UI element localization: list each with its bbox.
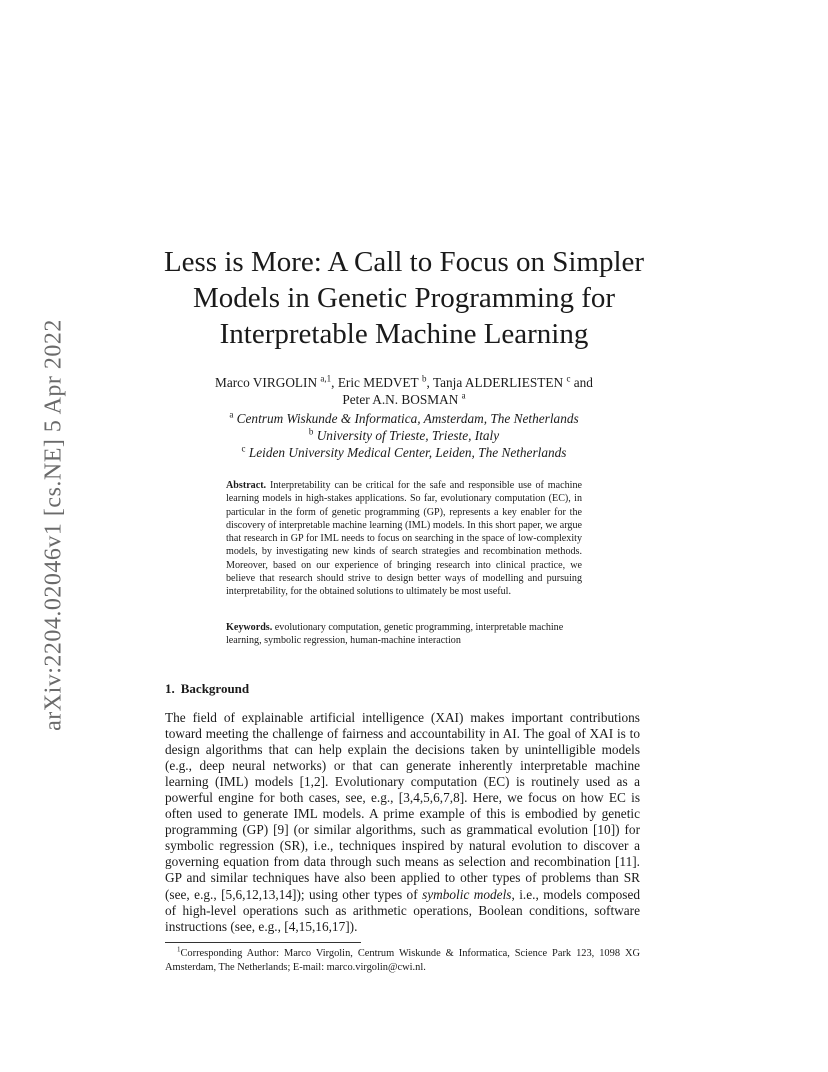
author-name: Peter A.N. BOSMAN [342, 392, 459, 407]
footnote [165, 947, 640, 974]
body-text-part: The field of explainable artificial intelligence (XAI) makes important contributions toward meeting the challenge of fairness and accountability in AI. The goal of XAI is to design algorithms that can help explain the decisions taken by unintelligible models (e.g., deep neural networks) or that can generate inherently interpretable machine learning (IML) models [1,2]. Evolutionary computation (EC) is routinely used as a powerful engine for both cases, see, e.g., [3,4,5,6,7,8]. Here, we focus on how EC is often used to generate IML models. A prime example of this is embodied by genetic programming (GP) [9] (or similar algorithms, such as grammatical evolution [10]) for symbolic regression (SR), i.e., techniques inspired by natural evolution to discover a governing equation from data through such means as selection and recombination [11]. GP and similar techniques have also been applied to other types of problems than SR (see, e.g., [5,6,12,13,14]); using other types of [165, 710, 640, 902]
section-number: 1. [165, 681, 175, 696]
keywords-label: Keywords. [226, 622, 273, 633]
affiliation-line [150, 427, 658, 444]
body-paragraph [165, 710, 640, 935]
affiliation-text: Centrum Wiskunde & Informatica, Amsterdam, The Netherlands [236, 411, 579, 426]
author-name: Marco VIRGOLIN [215, 375, 318, 390]
body-emphasis: symbolic models [422, 886, 512, 902]
affiliation-mark: c [241, 443, 246, 454]
abstract [226, 479, 582, 599]
author-name: Tanja ALDERLIESTEN [432, 375, 564, 390]
paper-title: Less is More: A Call to Focus on Simpler Models in Genetic Programming for Interpretable Machine Learning [163, 246, 645, 350]
author-affiliation-mark: a,1 [320, 373, 332, 384]
section-heading [165, 681, 249, 697]
footnote-text: Corresponding Author: Marco Virgolin, Centrum Wiskunde & Informatica, Science Park 123, 1098 XG Amsterdam, The Netherlands; E-mail: marco.virgolin@cwi.nl. [165, 948, 640, 973]
author-list [150, 374, 658, 408]
affiliation-line [150, 444, 658, 461]
keywords [226, 621, 582, 648]
affiliation-line [150, 410, 658, 427]
abstract-text: Interpretability can be critical for the safe and responsible use of machine learning models in high-stakes applications. So far, evolutionary computation (EC), in particular in the form of genetic programming (GP), represents a key enabler for the discovery of interpretable machine learning (IML) models. In this short paper, we argue that research in GP for IML needs to focus on searching in the space of low-complexity models, by investigating new kinds of search strategies and recombination methods. Moreover, based on our experience of bringing research into clinical practice, we believe that research should strive to design better ways of modelling and pursuing interpretability, for the obtained solutions to ultimately be most useful. [226, 480, 582, 598]
author-affiliation-mark: b [422, 373, 427, 384]
affiliation-text: Leiden University Medical Center, Leiden, The Netherlands [248, 445, 567, 460]
body-text-part: , i.e., models composed of high-level operations such as arithmetic operations, Boolean conditions, software instructions (see, e.g., [4,15,16,17]). [165, 886, 641, 934]
footnote-divider [165, 942, 361, 943]
author-affiliation-mark: c [566, 373, 571, 384]
author-separator: , [331, 375, 338, 390]
author-separator: , [426, 375, 433, 390]
affiliation-list [150, 410, 658, 461]
affiliation-mark: a [229, 409, 234, 420]
author-name: Eric MEDVET [337, 375, 419, 390]
affiliation-mark: b [308, 426, 314, 437]
footnote-mark: 1 [177, 945, 181, 954]
affiliation-text: University of Trieste, Trieste, Italy [316, 428, 500, 443]
section-title: Background [180, 681, 250, 696]
author-separator: and [570, 375, 593, 390]
abstract-label: Abstract. [226, 480, 267, 491]
author-affiliation-mark: a [461, 390, 466, 401]
keywords-text: evolutionary computation, genetic programming, interpretable machine learning, symbolic regression, human-machine interaction [226, 622, 564, 647]
arxiv-identifier-stamp: arXiv:2204.02046v1 [cs.NE] 5 Apr 2022 [40, 319, 67, 731]
